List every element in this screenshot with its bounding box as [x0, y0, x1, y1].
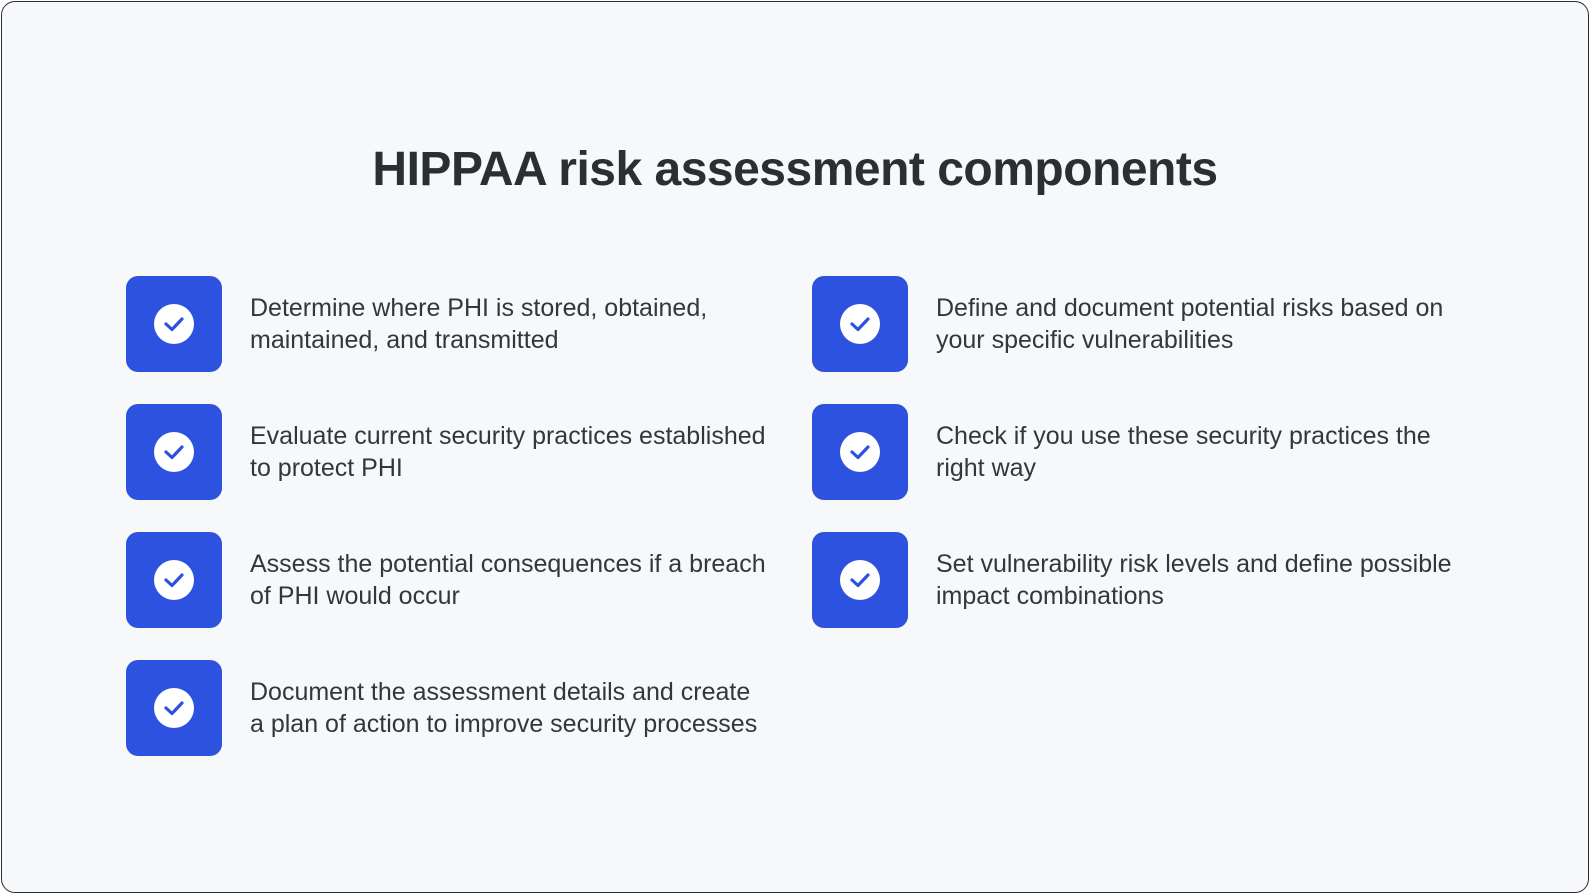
check-circle-icon	[154, 432, 194, 472]
item-text: Check if you use these security practices the right way	[936, 422, 1431, 482]
item-text: Define and document potential risks based on your specific vulnerabilities	[936, 294, 1444, 354]
checklist-item	[126, 532, 786, 628]
checklist-item	[126, 276, 786, 372]
check-circle-icon	[154, 560, 194, 600]
check-badge	[126, 276, 222, 372]
checklist-item	[126, 660, 766, 756]
check-badge	[812, 404, 908, 500]
item-text: Document the assessment details and create a plan of action to improve security processes	[250, 678, 758, 738]
check-circle-icon	[840, 432, 880, 472]
check-badge	[126, 532, 222, 628]
check-badge	[126, 660, 222, 756]
item-text: Set vulnerability risk levels and define possible impact combinations	[936, 550, 1452, 610]
check-badge	[812, 532, 908, 628]
check-circle-icon	[154, 688, 194, 728]
slide-frame	[1, 1, 1589, 893]
page-title: HIPPAA risk assessment components	[372, 143, 1218, 196]
checklist-item	[126, 404, 786, 500]
checklist-item	[812, 532, 1472, 628]
check-circle-icon	[840, 560, 880, 600]
check-badge	[126, 404, 222, 500]
item-text: Evaluate current security practices established to protect PHI	[250, 422, 766, 482]
item-text: Determine where PHI is stored, obtained, maintained, and transmitted	[250, 294, 708, 354]
checklist-item	[812, 404, 1472, 500]
check-circle-icon	[154, 304, 194, 344]
item-text: Assess the potential consequences if a breach of PHI would occur	[250, 550, 766, 610]
check-badge	[812, 276, 908, 372]
checklist-item	[812, 276, 1472, 372]
check-circle-icon	[840, 304, 880, 344]
